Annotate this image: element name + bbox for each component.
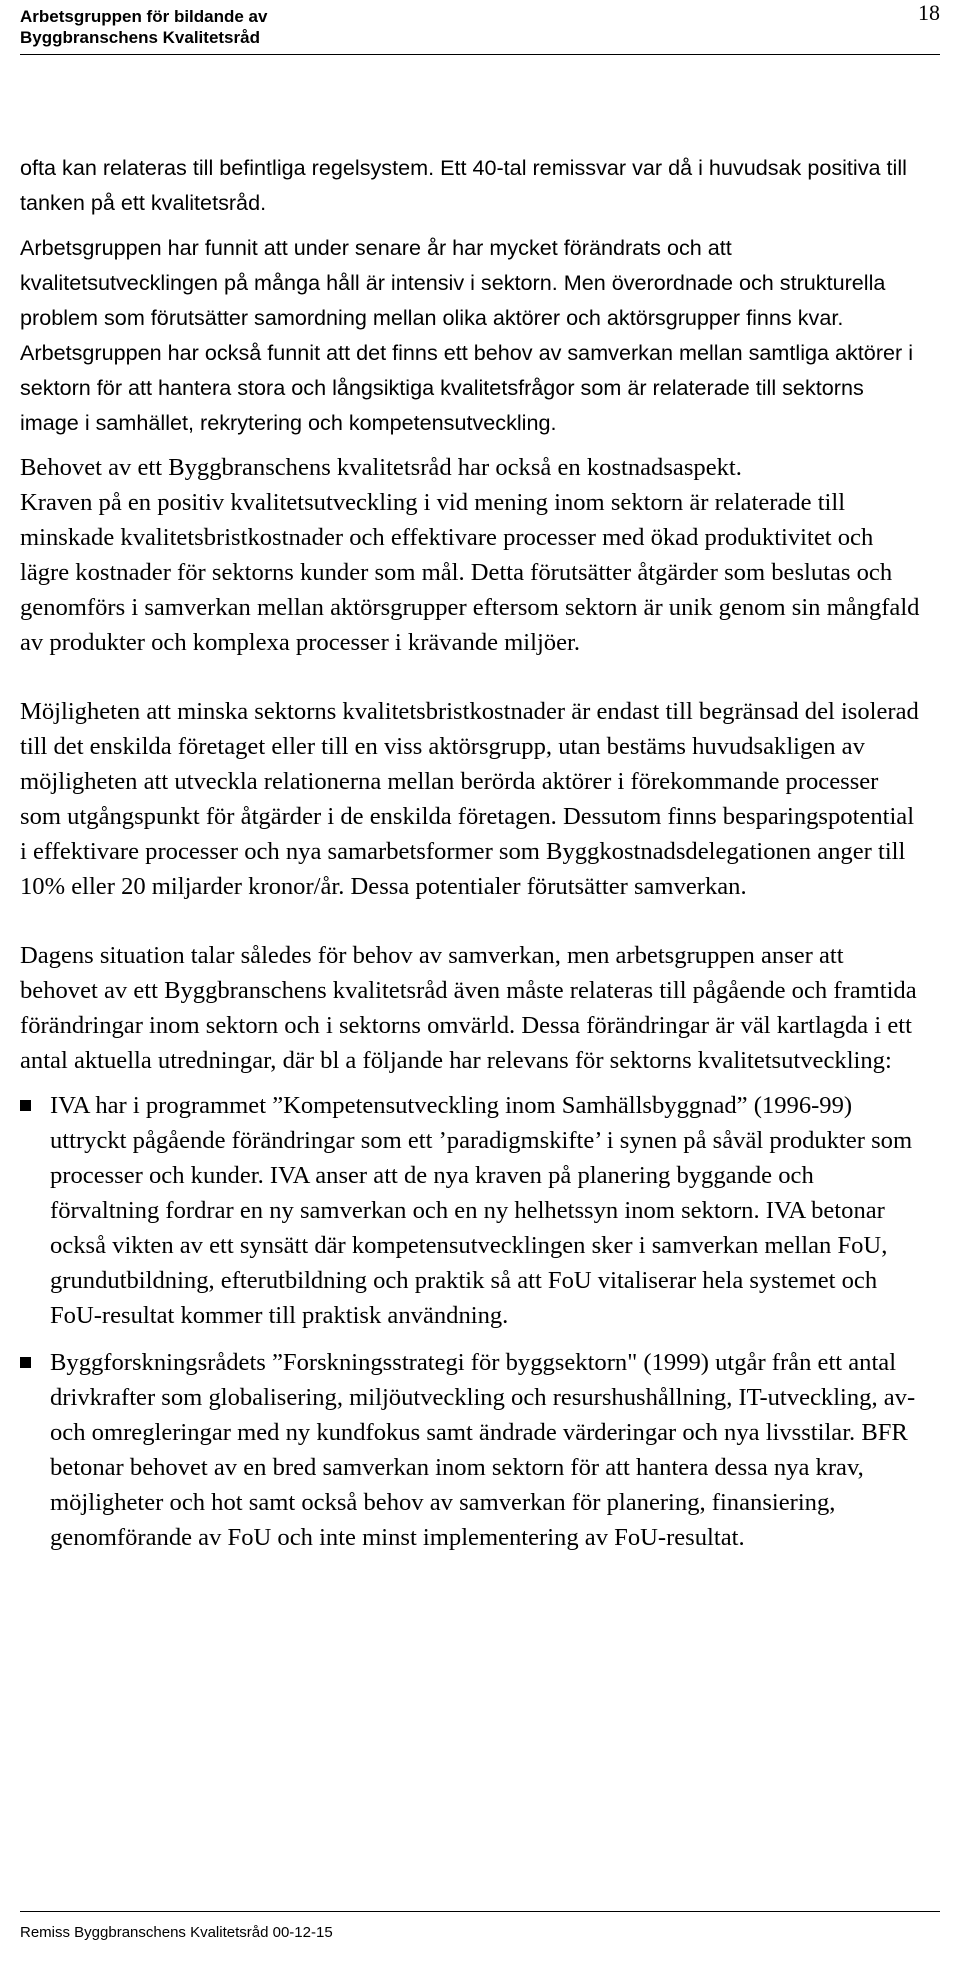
- list-item: [20, 1088, 920, 1333]
- page-header: [20, 0, 940, 48]
- paragraph-6: Dagens situation talar således för behov av samverkan, men arbetsgruppen anser att behovet av ett Byggbranschens kvalitetsråd även måste relateras till pågående och framtida förändringar inom sektorn och i sektorns omvärld. Dessa förändringar är väl kartlagda i ett antal aktuella utredningar, där bl a följande har relevans för sektorns kvalitetsutveckling:: [20, 942, 917, 1074]
- bullet-text: Byggforskningsrådets ”Forskningsstrategi för byggsektorn" (1999) utgår från ett antal drivkrafter som globalisering, miljöutveckling och resurshushållning, IT-utveckling, av- och omregleringar med ny kundfokus samt ändrade värderingar och nya livsstilar. BFR betonar behovet av en bred samverkan inom sektorn för att hantera dessa nya krav, möjligheter och hot samt också behov av samverkan för planering, finansiering, genomförande av FoU och inte minst implementering av FoU-resultat.: [50, 1349, 916, 1551]
- paragraph-5: Möjligheten att minska sektorns kvalitetsbristkostnader är endast till begränsad del isolerad till det enskilda företaget eller till en viss aktörsgrupp, utan bestäms huvudsakligen av möjligheten att utveckla relationerna mellan berörda aktörer i förekommande processer som utgångspunkt för åtgärder i de enskilda företagen. Dessutom finns besparingspotential i effektivare processer och nya samarbetsformer som Byggkostnadsdelegationen anger till 10% eller 20 miljarder kronor/år. Dessa potentialer förutsätter samverkan.: [20, 698, 919, 900]
- paragraph-2: Arbetsgruppen har funnit att under senare år har mycket förändrats och att kvalitetsutvecklingen på många håll är intensiv i sektorn. Men överordnade och strukturella problem som förutsätter samordning mellan olika aktörer och aktörsgrupper finns kvar. Arbetsgruppen har också funnit att det finns ett behov av samverkan mellan samtliga aktörer i sektorn för att hantera stora och långsiktiga kvalitetsfrågor som är relaterade till sektorns image i samhället, rekrytering och kompetensutveckling.: [20, 235, 914, 435]
- page-footer: Remiss Byggbranschens Kvalitetsråd 00-12-15: [20, 1924, 333, 1941]
- paragraph-1: ofta kan relateras till befintliga regelsystem. Ett 40-tal remissvar var då i huvudsak positiva till tanken på ett kvalitetsråd.: [20, 155, 907, 215]
- square-bullet-icon: [20, 1100, 31, 1111]
- footer-divider: [20, 1911, 940, 1912]
- header-title: [20, 6, 940, 48]
- paragraph-3: Behovet av ett Byggbranschens kvalitetsråd har också en kostnadsaspekt.: [20, 454, 742, 481]
- header-divider: [20, 54, 940, 55]
- page-number: 18: [918, 0, 940, 25]
- list-item: [20, 1345, 920, 1555]
- header-title-line-2: Byggbranschens Kvalitetsråd: [20, 28, 260, 47]
- square-bullet-icon: [20, 1357, 31, 1368]
- bullet-list: [20, 1088, 920, 1555]
- bullet-text: IVA har i programmet ”Kompetensutveckling inom Samhällsbyggnad” (1996-99) uttryckt pågående förändringar som ett ’paradigmskifte’ i synen på såväl produkter som processer och kunder. IVA anser att de nya kraven på planering byggande och förvaltning fordrar en ny samverkan och en ny helhetssyn inom sektorn. IVA betonar också vikten av ett synsätt där kompetensutvecklingen sker i samverkan mellan FoU, grundutbildning, efterutbildning och praktik så att FoU vitaliserar hela systemet och FoU-resultat kommer till praktisk användning.: [50, 1092, 913, 1329]
- header-title-line-1: Arbetsgruppen för bildande av: [20, 7, 268, 26]
- document-body: [20, 150, 920, 1567]
- paragraph-4: Kraven på en positiv kvalitetsutveckling i vid mening inom sektorn är relaterade till minskade kvalitetsbristkostnader och effektivare processer med ökad produktivitet och lägre kostnader för sektorns kunder som mål. Detta förutsätter åtgärder som beslutas och genomförs i samverkan mellan aktörsgrupper eftersom sektorn är unik genom sin mångfald av produkter och komplexa processer i krävande miljöer.: [20, 489, 920, 656]
